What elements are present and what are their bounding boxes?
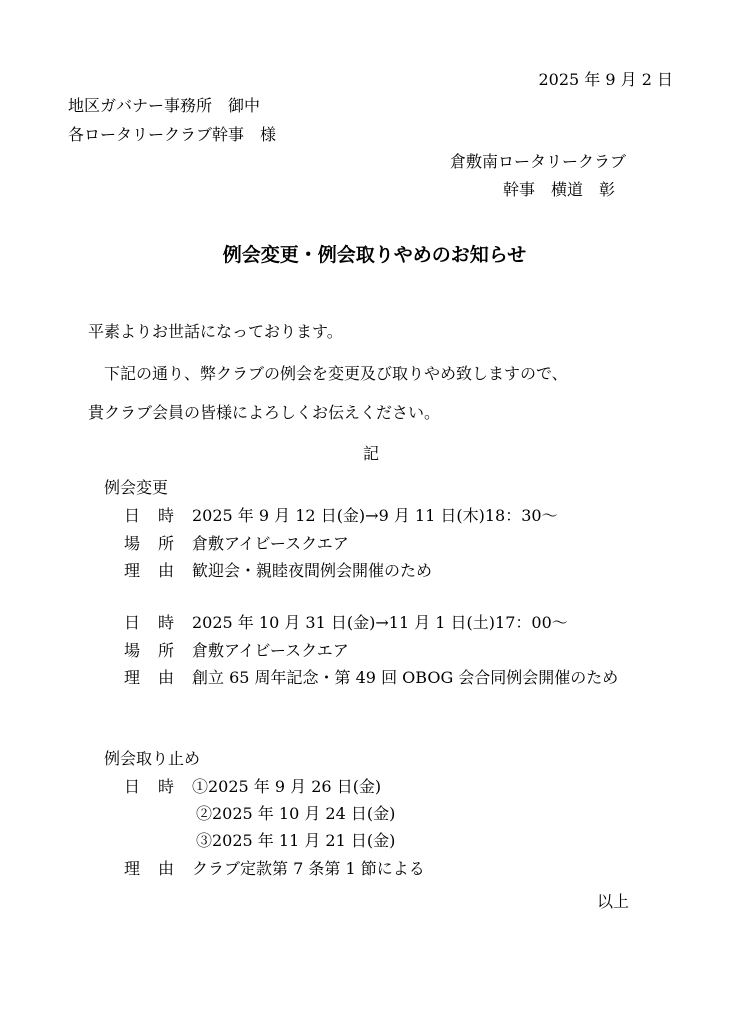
- label-char: 所: [158, 641, 175, 660]
- body-greeting: 平素よりお世話になっております。: [88, 322, 343, 341]
- change-section-heading: 例会変更: [104, 478, 169, 497]
- change-1-place-row: [104, 536, 349, 552]
- change-2-reason: 創立 65 周年記念・第 49 回 OBOG 会合同例会開催のため: [192, 668, 619, 687]
- cancel-reason: クラブ定款第 7 条第 1 節による: [192, 859, 425, 878]
- change-2-place-row: [104, 643, 349, 659]
- recipient-line-2: 各ロータリークラブ幹事 様: [68, 125, 277, 144]
- cancel-date-3: ③2025 年 11 月 21 日(金): [196, 831, 396, 850]
- change-1-reason-row: [104, 563, 432, 579]
- label-char: 理: [124, 859, 141, 878]
- label-char: 時: [158, 777, 175, 796]
- cancel-datetime-row: [104, 779, 381, 795]
- body-line-3: 貴クラブ会員の皆様によろしくお伝えください。: [88, 403, 441, 422]
- cancel-section-heading: 例会取り止め: [104, 749, 201, 768]
- ki-marker: 記: [362, 444, 379, 463]
- label-char: 日: [124, 613, 141, 632]
- document-title: 例会変更・例会取りやめのお知らせ: [222, 244, 527, 266]
- label-char: 理: [124, 668, 141, 687]
- label-char: 日: [124, 777, 141, 796]
- label-char: 時: [158, 613, 175, 632]
- change-2-datetime: 2025 年 10 月 31 日(金)→11 月 1 日(土)17：00～: [192, 613, 568, 632]
- letter-date: 2025 年 9 月 2 日: [538, 70, 673, 89]
- change-1-reason: 歓迎会・親睦夜間例会開催のため: [192, 561, 433, 580]
- label-char: 由: [158, 859, 175, 878]
- cancel-reason-row: [104, 861, 425, 877]
- label-char: 場: [124, 641, 141, 660]
- sender-person: 幹事 横道 彰: [503, 180, 616, 199]
- change-1-datetime: 2025 年 9 月 12 日(金)→9 月 11 日(木)18：30～: [192, 506, 558, 525]
- change-1-datetime-row: [104, 508, 558, 524]
- label-char: 時: [158, 506, 175, 525]
- label-char: 日: [124, 506, 141, 525]
- sender-club: 倉敷南ロータリークラブ: [450, 152, 627, 171]
- cancel-date-1: ①2025 年 9 月 26 日(金): [192, 777, 382, 796]
- change-2-reason-row: [104, 670, 618, 686]
- body-line-2: 下記の通り、弊クラブの例会を変更及び取りやめ致しますので、: [104, 364, 568, 383]
- change-2-place: 倉敷アイビースクエア: [192, 641, 349, 660]
- closing-mark: 以上: [596, 892, 629, 911]
- cancel-date-2: ②2025 年 10 月 24 日(金): [196, 804, 396, 823]
- label-char: 所: [158, 534, 175, 553]
- label-char: 場: [124, 534, 141, 553]
- label-char: 理: [124, 561, 141, 580]
- label-char: 由: [158, 668, 175, 687]
- change-1-place: 倉敷アイビースクエア: [192, 534, 349, 553]
- change-2-datetime-row: [104, 615, 568, 631]
- label-char: 由: [158, 561, 175, 580]
- recipient-line-1: 地区ガバナー事務所 御中: [68, 96, 261, 115]
